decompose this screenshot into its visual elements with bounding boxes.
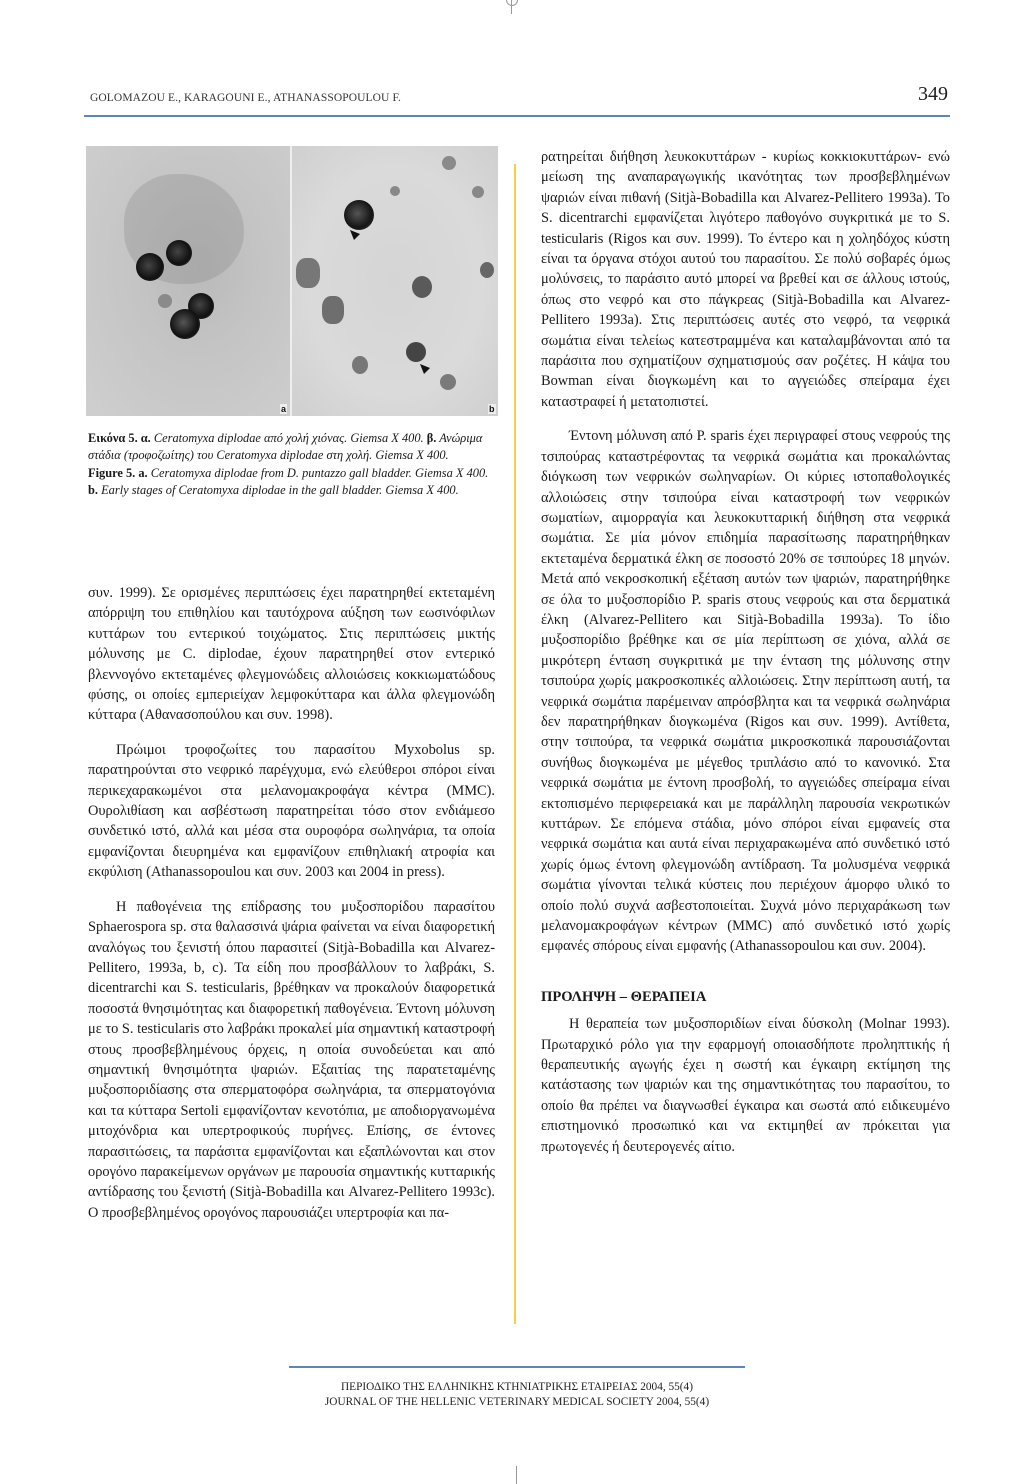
parasite-spore (170, 309, 200, 339)
caption-gr-label-a: Εικόνα 5. α. (88, 431, 151, 445)
paragraph: Η παθογένεια της επίδρασης του μυξοσπορίδου παρασίτου Sphaerospora sp. στα θαλασσινά ψάρια φαίνεται να είναι διαφορετική αναλόγως του ξενιστή όπου παρασιτεί (Sitjà-Bobadilla και Alvarez-Pellitero, 1993a, b, c). Τα είδη που προσβάλλουν το λαβράκι, S. dicentrarchi και S. testicularis, βρέθηκαν να προκαλούν διαφορετικά ποσοστά θνησιμότητας και διαφορετική παθογένεια. Έντονη μόλυνση με το S. testicularis στο λαβράκι προκαλεί μία σημαντική καταστροφή στους προσβεβλημένους όρχεις, η οποία συνοδεύεται και από σημαντική θνησιμότητα ψαριών. Εξαιτίας της παρατεταμένης μυξοσποριδίασης στα σπερματοφόρα σωληνάρια, τα σπερματογόνια και τα κύτταρα Sertoli εμφανίζονταν κενοτόπια, με αποδιοργανωμένα μιτοχόνδρια και υπερτροφικούς πυρήνες. Επίσης, σε έντονες παρασιτώσεις, τα παράσιτα εμφανίζονται και εξαπλώνονται και στον ορογόνο παρακείμενων οργάνων με παρουσία σημαντικής κυτταρικής αντίδρασης του ξενιστή (Sitjà-Bobadilla και Alvarez-Pellitero 1993c). Ο προσβεβλημένος ορογόνος παρουσιάζει υπερτροφία και πα- (88, 898, 496, 1221)
caption-en-text-a: Ceratomyxa diplodae from D. puntazzo gall bladder. Giemsa X 400. (150, 465, 489, 480)
journal-footer (289, 1366, 745, 1425)
crop-mark-bottom (516, 1466, 517, 1484)
caption-gr-label-b: β. (426, 431, 437, 445)
running-header (84, 81, 950, 111)
caption-gr-text-a: Ceratomyxa diplodae από χολή χιόνας. Giemsa X 400. (153, 431, 424, 445)
crop-mark-top (511, 0, 512, 14)
header-rule (84, 115, 950, 117)
parasite-spore (136, 253, 164, 281)
paragraph: συν. 1999). Σε ορισμένες περιπτώσεις έχει παρατηρηθεί εκτεταμένη απόρριψη του επιθηλίου και ταυτόχρονα αύξηση των εωσινόφιλων κυττάρων του εντερικού τοιχώματος. Στις περιπτώσεις μικτής μόλυνσης με C. diplodae, έχουν παρατηρηθεί στον εντερικό βλεννογόνο εκτεταμένες φλεγμονώδεις αλλοιώσεις κοκκιωματώδους φύσης, οι οποίες εμπεριείχαν λεμφοκύτταρα και άλλα φλεγμονώδη κύτταρα (Αθανασοπούλου και συν. 1998). (88, 585, 495, 724)
page-number: 349 (918, 83, 948, 105)
panel-label-a: a (281, 404, 287, 414)
trophozoite (296, 258, 320, 288)
left-column (88, 583, 495, 1223)
trophozoite (406, 342, 426, 362)
paragraph: Πρώιμοι τροφοζωίτες του παρασίτου Myxobolus sp. παρατηρούνται στο νεφρικό παρέγχυμα, ενώ ελεύθεροι σπόροι είναι περικεχαρακωμένοι στα μελανομακροφάγα κέντρα (MMC). Ουρολιθίαση και ασβέστωση παρατηρείται τόσο στον ενδιάμεσο συνδετικό ιστό, αλλά και μέσα στα ουροφόρα σωληνάρια, τα οποία εμφανίζονται διευρημένα και εμφανίζουν επιθηλιακή ατροφία και εκφύλιση (Athanassopoulou και συν. 2003 και 2004 in press). (88, 741, 495, 881)
column-rule (514, 164, 516, 1324)
figure-panel-b (292, 146, 498, 416)
footer-line-english: JOURNAL OF THE HELLENIC VETERINARY MEDICAL SOCIETY 2004, 55(4) (324, 1396, 710, 1408)
caption-en-label-a: Figure 5. a. (88, 465, 148, 480)
crop-mark-top-circle (506, 0, 518, 6)
arrowhead-marker (420, 364, 430, 374)
trophozoite (322, 296, 344, 324)
figure-panel-a (86, 146, 290, 416)
paragraph: ρατηρείται διήθηση λευκοκυττάρων - κυρίως κοκκιοκυττάρων- ενώ μείωση της αναπαραγωγικής ικανότητας των προσβεβλημένων ψαριών είναι πιθανή (Sitjà-Bobadilla και Alvarez-Pellitero 1993a). Το S. dicentrarchi εμφανίζεται λιγότερο παθογόνο συγκριτικά με το S. testicularis (Rigos και συν. 1999). Το έντερο και η χοληδόχος κύστη είναι τα όργανα στόχοι αυτού του παρασίτου. Σε πολύ σοβαρές όμως μολύνσεις, το παράσιτο αυτό μπορεί να βρεθεί και σε άλλους ιστούς, όπως στο νεφρό και στο πάγκρεας (Sitjà-Bobadilla και Alvarez-Pellitero 1993a). Στις περιπτώσεις αυτές στο νεφρό, τα νεφρικά σωμάτια είναι τελείως κατεστραμμένα και καταλαμβάνονται από τα παράσιτα που σχηματίζουν σχηματισμούς σαν ροζέτες. Η κάψα του Bowman είναι διογκωμένη και το αγγειώδες σπείραμα έχει καταστραφεί ή μετατοπιστεί. (541, 149, 950, 410)
section-heading: ΠΡΟΛΗΨΗ – ΘΕΡΑΠΕΙΑ (541, 988, 707, 1005)
caption-english (88, 465, 500, 500)
trophozoite (344, 200, 374, 230)
paragraph: Έντονη μόλυνση από P. sparis έχει περιγραφεί στους νεφρούς της τσιπούρας καταστρέφοντας τα νεφρικά σωμάτια και προκαλώντας διόγκωση των νεφρικών σωληναρίων. Οι κύριες ιστοπαθολογικές αλλοιώσεις στην τσιπούρα είναι καταστροφή των νεφρικών σωματίων, αιμορραγία και λευκοκυτταρική διήθηση στα νεφρικά σωμάτια. Σε μία μόνον επιδημία παρασίτωσης παρατηρήθηκαν εκτεταμένα δερματικά έλκη σε ποσοστό 20% σε τσιπούρες 18 μηνών. Μετά από νεκροσκοπική εξέταση αυτών των ψαριών, παρατηρήθηκε σε όλα το μυξοσπορίδιο P. sparis στους νεφρούς και στα δερματικά έλκη (Alvarez-Pellitero και Sitjà-Bobadilla 1993a). Το ίδιο μυξοσπορίδιο βρέθηκε και σε μία περίπτωση σε χιόνα, αλλά σε μικρότερη ένταση συγκριτικά με την ένταση της μόλυνσης στην τσιπούρα χωρίς μακροσκοπικές αλλοιώσεις. Στην περίπτωση αυτή, τα νεφρικά σωμάτια παρέμειναν απρόσβλητα και τα νεφρικά σωληνάρια δεν παρατηρήθηκαν διογκωμένα (Rigos και συν. 1999). Αντίθετα, στην τσιπούρα, τα νεφρικά σωμάτια μικροσκοπικά παρουσιάζονται συνήθως διογκωμένα με μέγεθος τριπλάσιο από το κανονικό. Στα νεφρικά σωμάτια με έντονη προσβολή, το αγγειώδες σπείραμα είναι εκτοπισμένο περιφερειακά και με παράλληλη παρουσία νεκρωτικών κυττάρων. Σε επόμενα στάδια, μόνο σπόροι είναι εμφανείς στα νεφρικά σωμάτια και αυτά είναι περιχαρακωμένα από συνδετικό ιστό χωρίς όμως έντονη φλεγμονώδη αντίδραση. Τα μολυσμένα νεφρικά σωμάτια γίνονται τελικά κύστεις που περιέχουν άμορφο υλικό το οποίο πολύ συχνά ασβεστοποιείται. Συχνά μόνο περιχαράκωση των μελανομακροφάγων κέντρων (MMC) από συνδετικό ιστό χωρίς εμφανές σπόρους είναι εμφανής (Athanassopoulou και συν. 2004). (541, 428, 950, 955)
trophozoite (480, 262, 494, 278)
trophozoite (440, 374, 456, 390)
footer-line-greek: ΠΕΡΙΟΔΙΚΟ ΤΗΣ ΕΛΛΗΝΙΚΗΣ ΚΤΗΝΙΑΤΡΙΚΗΣ ΕΤΑΙΡΕΙΑΣ 2004, 55(4) (341, 1381, 693, 1393)
caption-gr-text-b: Ανώριμα στάδια (τροφοζωίτης) του Ceratomyxa diplodae στη χολή. Giemsa X 400. (88, 431, 483, 463)
caption-en-label-b: b. (88, 483, 98, 498)
panel-label-b: b (489, 404, 495, 414)
trophozoite (390, 186, 400, 196)
paragraph: Η θεραπεία των μυξοσποριδίων είναι δύσκολη (Molnar 1993). Πρωταρχικό ρόλο για την εφαρμογή οποιασδήποτε προληπτικής ή θεραπευτικής αγωγής έχει η σωστή και έγκαιρη εκτίμηση της κατάστασης των ψαριών και της σημαντικότητας του παρασίτου, το οποίο θα πρέπει να διαγνωσθεί έγκαιρα και σωστά από ειδικευμένο επιστημονικό προσωπικό και να εκτιμηθεί αν πρόκειται για πρωτογενές ή δευτερογενές αίτιο. (541, 1016, 950, 1155)
parasite-spore (166, 240, 192, 266)
header-authors: GOLOMAZOU E., KARAGOUNI E., ATHANASSOPOULOU F. (90, 92, 401, 104)
trophozoite (352, 356, 368, 374)
trophozoite (442, 156, 456, 170)
trophozoite (412, 276, 432, 298)
trophozoite (472, 186, 484, 198)
figure-5 (86, 146, 498, 416)
caption-greek (88, 430, 500, 465)
right-column (541, 147, 950, 1157)
arrowhead-marker (350, 230, 360, 240)
cell-fragment (158, 294, 172, 308)
figure-caption (88, 430, 500, 500)
caption-en-text-b: Early stages of Ceratomyxa diplodae in the gall bladder. Giemsa X 400. (101, 483, 459, 498)
